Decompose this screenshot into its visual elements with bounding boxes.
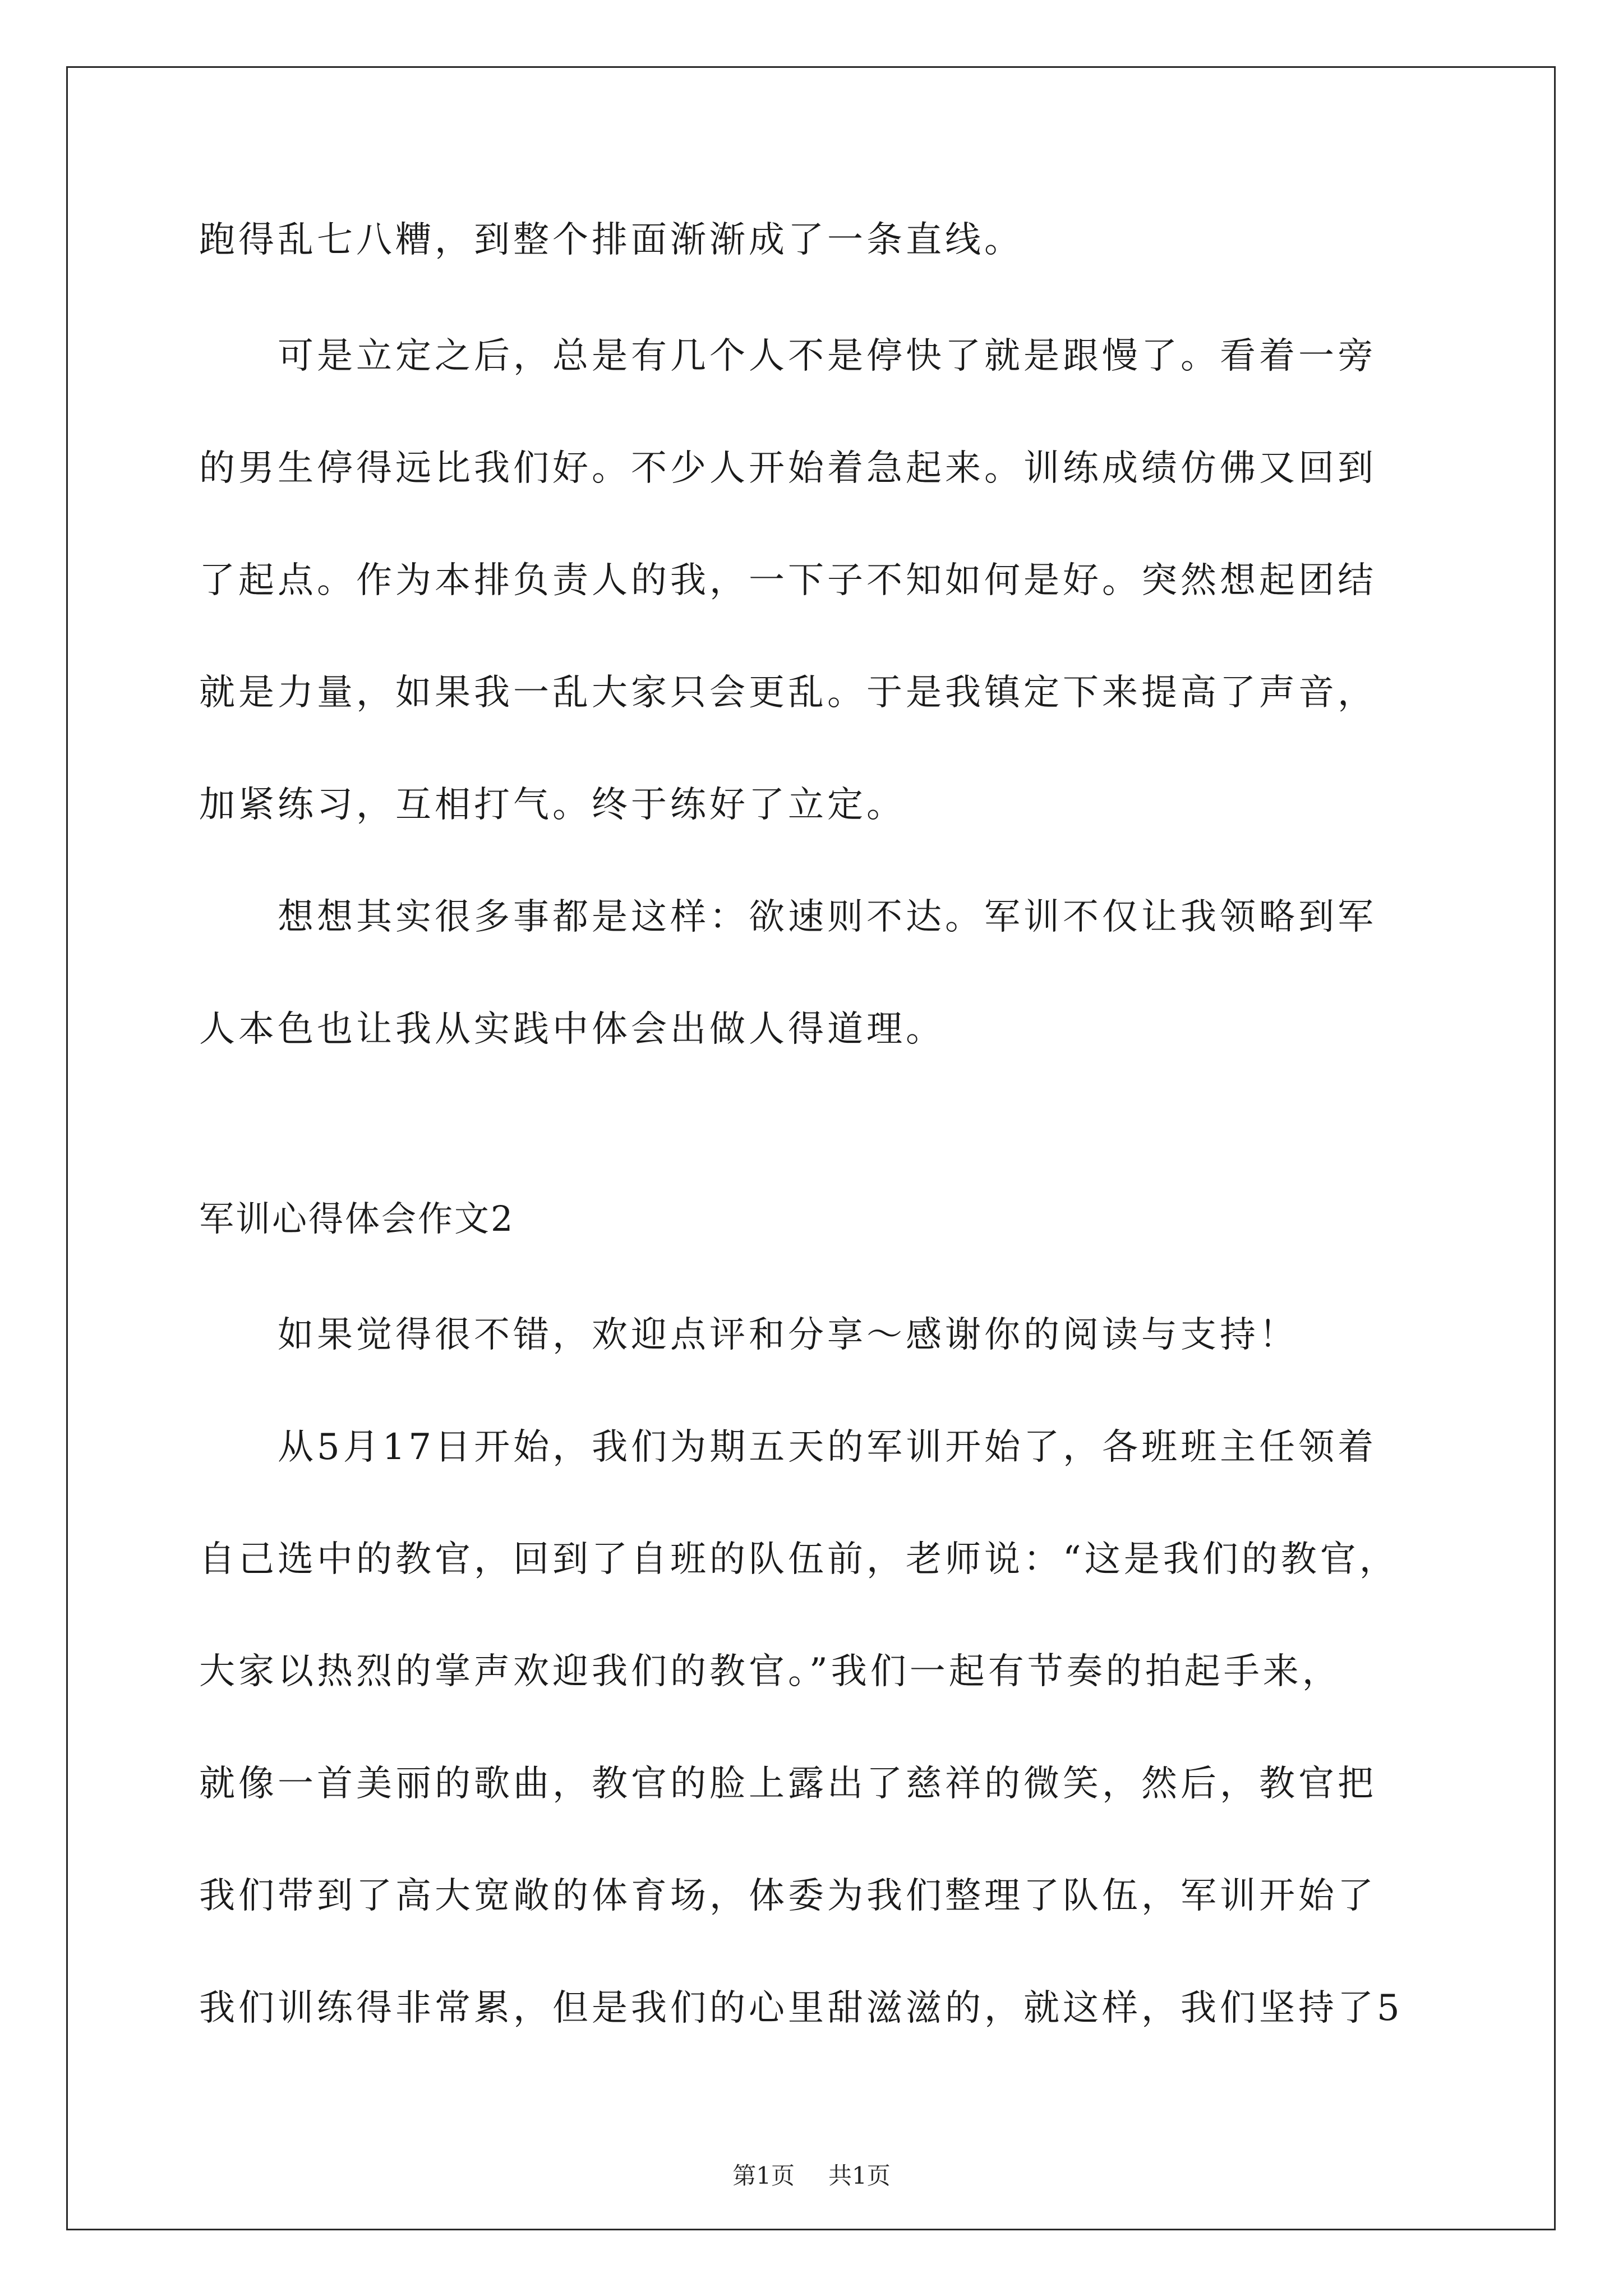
page-footer — [0, 2161, 1623, 2191]
text-line: 加紧练习，互相打气。终于练好了立定。 — [199, 784, 906, 826]
text-line: 我们训练得非常累，但是我们的心里甜滋滋的，就这样，我们坚持了5 — [199, 1987, 1403, 2029]
text-line: 可是立定之后，总是有几个人不是停快了就是跟慢了。看着一旁 — [199, 335, 1377, 377]
text-line: 了起点。作为本排负责人的我，一下子不知如何是好。突然想起团结 — [199, 560, 1377, 601]
text-line: 人本色也让我从实践中体会出做人得道理。 — [199, 1009, 945, 1050]
page-total: 共1页 — [828, 2162, 891, 2189]
text-line: 跑得乱七八糟，到整个排面渐渐成了一条直线。 — [199, 219, 1023, 261]
section-heading: 军训心得体会作文2 — [199, 1198, 515, 1239]
text-line: 如果觉得很不错，欢迎点评和分享～感谢你的阅读与支持！ — [199, 1314, 1298, 1356]
text-line: 我们带到了高大宽敞的体育场，体委为我们整理了队伍，军训开始了 — [199, 1875, 1377, 1917]
text-line: 就像一首美丽的歌曲，教官的脸上露出了慈祥的微笑，然后，教官把 — [199, 1763, 1377, 1805]
page-number: 第1页 — [732, 2162, 795, 2189]
text-line: 就是力量，如果我一乱大家只会更乱。于是我镇定下来提高了声音， — [199, 672, 1377, 714]
text-line: 想想其实很多事都是这样：欲速则不达。军训不仅让我领略到军 — [199, 896, 1377, 938]
text-line: 从5月17日开始，我们为期五天的军训开始了，各班班主任领着 — [199, 1427, 1377, 1468]
text-line: 大家以热烈的掌声欢迎我们的教官。”我们一起有节奏的拍起手来， — [199, 1651, 1341, 1692]
text-line: 自己选中的教官，回到了自班的队伍前，老师说：“这是我们的教官， — [199, 1539, 1399, 1580]
text-line: 的男生停得远比我们好。不少人开始着急起来。训练成绩仿佛又回到 — [199, 448, 1377, 489]
